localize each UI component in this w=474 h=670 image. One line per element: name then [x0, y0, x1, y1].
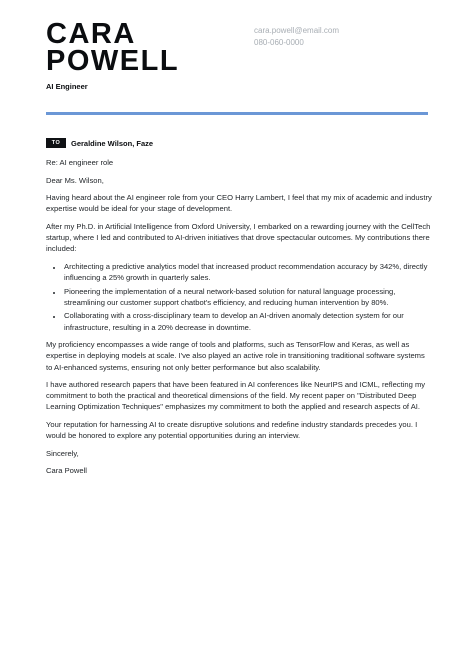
letter-paragraph-3: My proficiency encompasses a wide range of tools and platforms, such as TensorFlow and Keras, as well as expertise in deploying models at scale. I've also played an active role in transitioning traditional software systems to AI-enhanced systems, ensuring not only better performance but also scalability. — [46, 340, 425, 372]
job-title: AI Engineer — [46, 82, 88, 91]
email-text: cara.powell@email.com — [254, 26, 340, 35]
phone-text: 080-060-0000 — [254, 38, 304, 47]
letter-signature: Cara Powell — [46, 466, 87, 476]
contact-info — [254, 25, 339, 49]
list-item: • Collaborating with a cross-disciplinary team to develop an AI-driven anomaly detection system for our infrastructure, resulting in a 20% decrease in downtime. — [63, 310, 432, 332]
contributions-list — [46, 261, 432, 333]
letter-subject: Re: AI engineer role — [46, 158, 114, 167]
letter-body — [46, 157, 432, 483]
letter-paragraph-4: I have authored research papers that have been featured in AI conferences like NeurIPS and ICML, reflecting my commitment to both the practical and theoretical dimensions of the field. My recent paper on "Distributed Deep Learning Optimization Techniques" emphasizes my commitment to both the applied and research aspects of AI. — [46, 380, 426, 412]
letter-paragraph-2: After my Ph.D. in Artificial Intelligence from Oxford University, I embarked on a rewarding journey with the CellTech startup, where I led and contributed to AI-driven initiatives that drove spectacular outcomes. My contributions there included: — [46, 221, 431, 254]
letter-paragraph-1: Having heard about the AI engineer role from your CEO Harry Lambert, I feel that my mix of academic and industry expertise would be ideal for your stage of development. — [46, 193, 432, 214]
letter-salutation: Dear Ms. Wilson, — [46, 175, 104, 185]
first-name: CARA — [46, 18, 136, 50]
letter-closing: Sincerely, — [46, 448, 79, 458]
to-badge: TO — [46, 138, 66, 148]
last-name: POWELL — [46, 45, 180, 77]
header-divider — [46, 112, 428, 115]
letter-paragraph-5: Your reputation for harnessing AI to create disruptive solutions and redefine industry standards precedes you. I would be honored to explore any potential opportunities during an interview. — [46, 419, 418, 441]
recipient-row — [46, 138, 153, 148]
recipient-name: Geraldine Wilson, Faze — [71, 138, 154, 148]
applicant-name — [46, 18, 246, 77]
list-item: • Pioneering the implementation of a neural network-based solution for natural language processing, streamlining our customer support chatbot's efficiency, and reducing human intervention by 80%. — [63, 286, 432, 308]
list-item: • Architecting a predictive analytics model that increased product recommendation accuracy by 342%, directly influencing a 25% growth in quarterly sales. — [63, 261, 432, 283]
